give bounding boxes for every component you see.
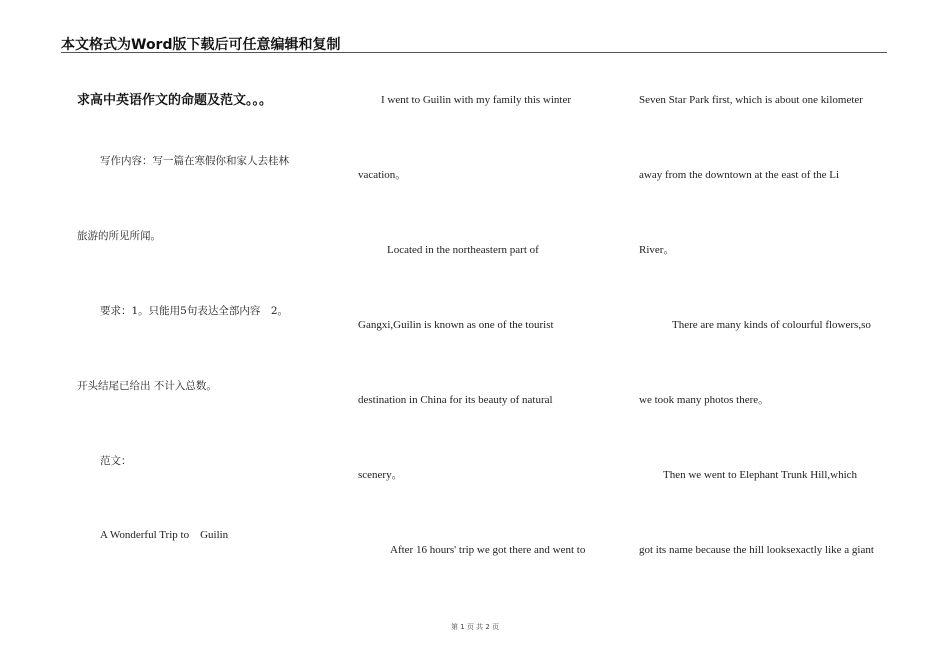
text-line: After 16 hours' trip we got there and went to [390,544,586,556]
text-column-3 [639,0,889,672]
text-line: Gangxi,Guilin is known as one of the tourist [358,319,554,331]
text-line: 要求：1。只能用5句表达全部内容 2。 [100,305,289,317]
text-line: I went to Guilin with my family this winter [381,94,572,106]
text-column-2 [358,0,610,672]
text-line: got its name because the hill looksexactly like a giant [639,544,874,556]
text-line: 写作内容：写一篇在寒假你和家人去桂林 [100,155,289,167]
text-line: vacation。 [358,169,407,181]
text-line: away from the downtown at the east of the Li [639,169,840,181]
article-heading: 求高中英语作文的命题及范文。。。 [77,93,273,108]
text-line: Seven Star Park first, which is about one kilometer [639,94,863,106]
text-line: There are many kinds of colourful flowers,so [672,319,871,331]
text-line: destination in China for its beauty of natural [358,394,553,406]
text-line: we took many photos there。 [639,394,770,406]
text-line: Located in the northeastern part of [387,244,539,256]
essay-title: A Wonderful Trip to Guilin [100,529,229,541]
text-line: Then we went to Elephant Trunk Hill,which [663,469,858,481]
text-column-1 [77,0,327,672]
text-line: 开头结尾已给出 不计入总数。 [77,380,217,392]
text-line: River。 [639,244,675,256]
text-line: 旅游的所见所闻。 [77,230,161,242]
text-line: scenery。 [358,469,403,481]
header-title: 本文格式为Word版下载后可任意编辑和复制 [61,37,341,53]
page-indicator: 第 1 页 共 2 页 [450,623,500,631]
text-line: 范文： [100,455,132,467]
